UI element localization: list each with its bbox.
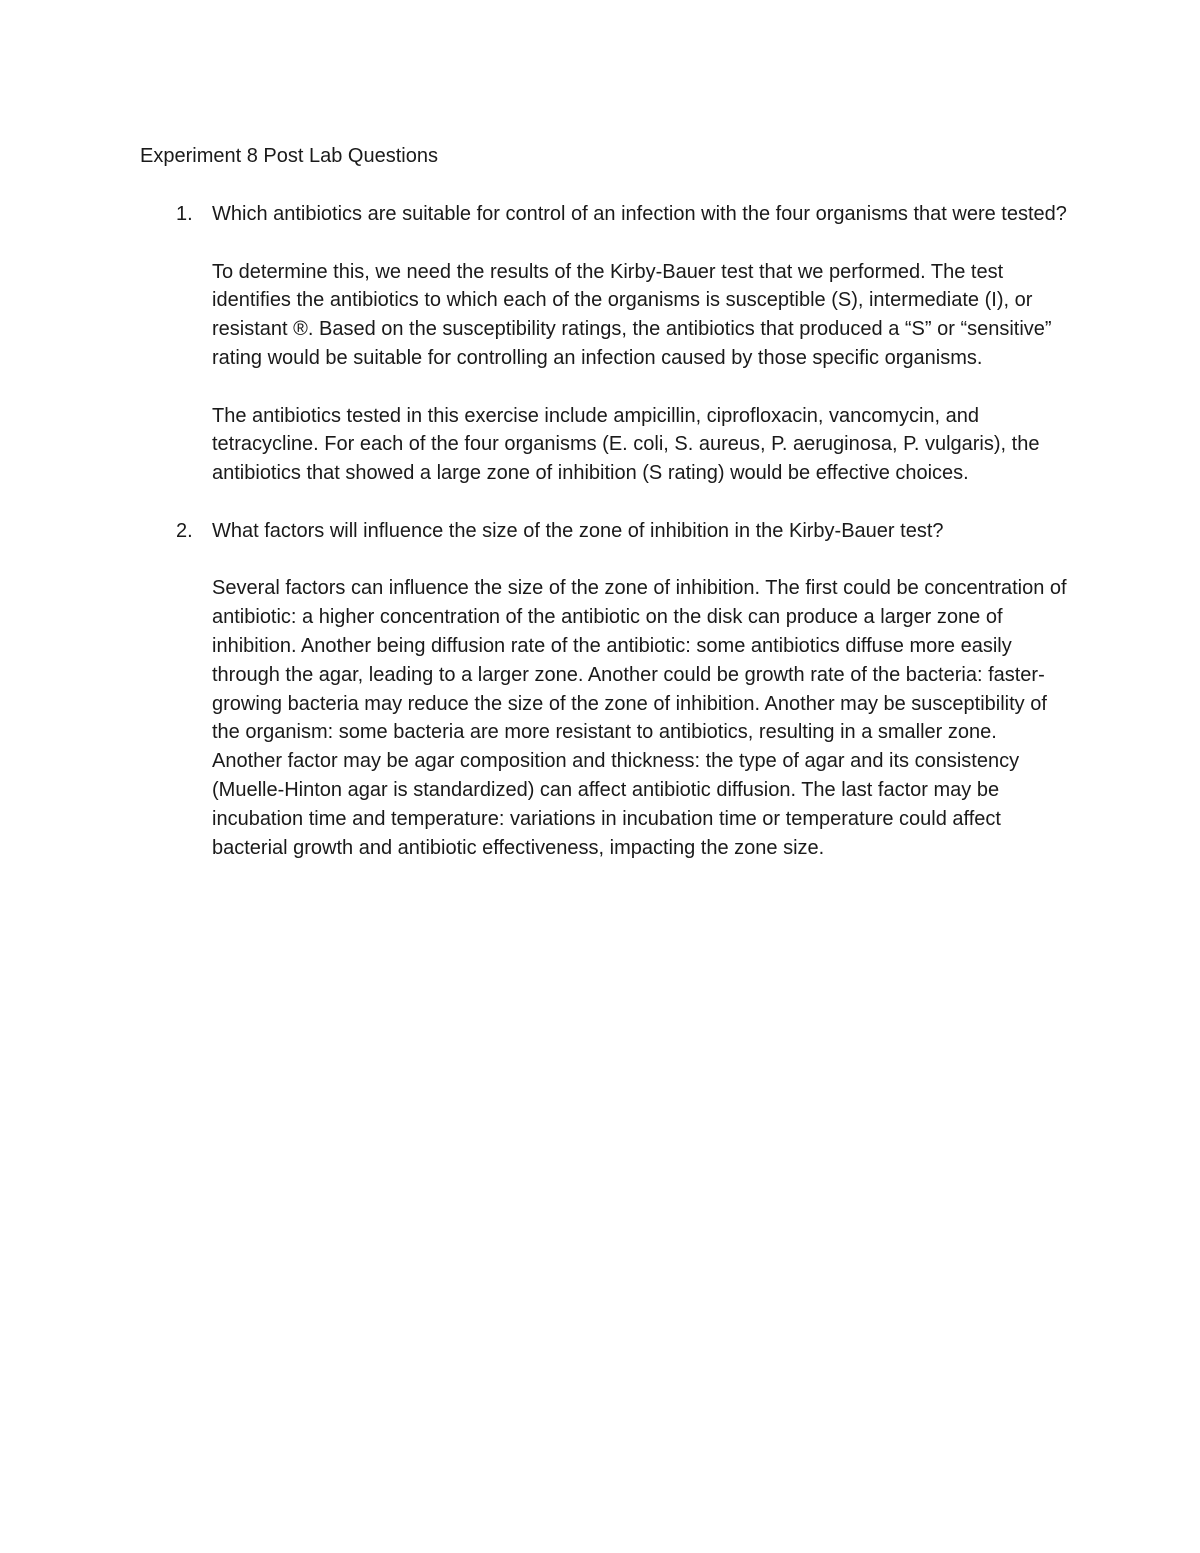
question-item xyxy=(140,517,1070,863)
question-list xyxy=(140,200,1070,891)
answer-paragraph: To determine this, we need the results of the Kirby-Bauer test that we performed. The test identifies the antibiotics to which each of the organisms is susceptible (S), intermediate (I), or resistant ®. Based on the susceptibility ratings, the antibiotics that produced a “S” or “sensitive” rating would be suitable for controlling an infection caused by those specific organisms. xyxy=(212,260,1052,369)
question-item xyxy=(140,200,1070,488)
answer-paragraph: The antibiotics tested in this exercise include ampicillin, ciprofloxacin, vancomycin, and tetracycline. For each of the four organisms (E. coli, S. aureus, P. aeruginosa, P. vulgaris), the antibiotics that showed a large zone of inhibition (S rating) would be effective choices. xyxy=(212,404,1040,485)
document-title: Experiment 8 Post Lab Questions xyxy=(140,145,438,167)
question-number: 1. xyxy=(176,203,193,225)
answer-paragraph: Several factors can influence the size of the zone of inhibition. The first could be concentration of antibiotic: a higher concentration of the antibiotic on the disk can produce a larger zone of inhibition. Another being diffusion rate of the antibiotic: some antibiotics diffuse more easily through the agar, leading to a larger zone. Another could be growth rate of the bacteria: faster-growing bacteria may reduce the size of the zone of inhibition. Another may be susceptibility of the organism: some bacteria are more resistant to antibiotics, resulting in a smaller zone. Another factor may be agar composition and thickness: the type of agar and its consistency (Muelle-Hinton agar is standardized) can affect antibiotic diffusion. The last factor may be incubation time and temperature: variations in incubation time or temperature could affect bacterial growth and antibiotic effectiveness, impacting the zone size. xyxy=(212,577,1067,859)
question-number: 2. xyxy=(176,519,193,542)
answer-block xyxy=(212,258,1070,488)
question-text: What factors will influence the size of the zone of inhibition in the Kirby-Bauer test? xyxy=(212,519,944,542)
answer-block xyxy=(212,574,1070,862)
question-text: Which antibiotics are suitable for control of an infection with the four organisms that were tested? xyxy=(212,203,1067,225)
